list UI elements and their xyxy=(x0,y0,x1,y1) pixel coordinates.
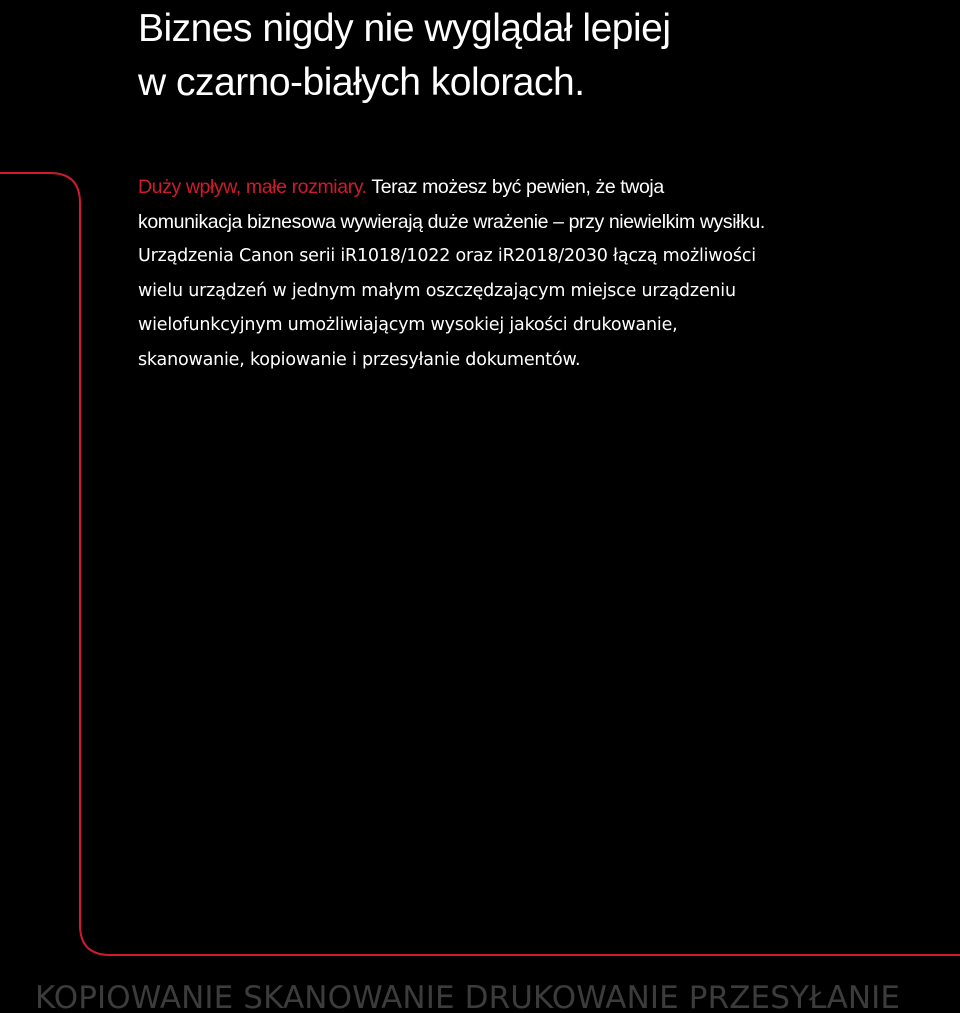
intro-line-1 xyxy=(138,170,938,205)
page-title-line-1: Biznes nigdy nie wyglądał lepiej xyxy=(138,7,671,50)
intro-highlight: Duży wpływ, małe rozmiary. xyxy=(138,176,367,198)
body-line-3: wielofunkcyjnym umożliwiającym wysokiej jakości drukowanie, xyxy=(138,315,678,336)
page-title-line-2: w czarno-białych kolorach. xyxy=(138,61,585,104)
intro-line-2: komunikacja biznesowa wywierają duże wrażenie – przy niewielkim wysiłku. xyxy=(138,210,765,233)
body-line-1: Urządzenia Canon serii iR1018/1022 oraz iR2018/2030 łączą możliwości xyxy=(138,246,756,267)
body-copy xyxy=(138,170,938,378)
footer-features: KOPIOWANIE SKANOWANIE DRUKOWANIE PRZESYŁANIE xyxy=(35,980,901,1013)
page-title xyxy=(138,2,671,110)
body-line-2: wielu urządzeń w jednym małym oszczędzającym miejsce urządzeniu xyxy=(138,280,736,301)
body-line-4: skanowanie, kopiowanie i przesyłanie dokumentów. xyxy=(138,349,581,370)
intro-rest: Teraz możesz być pewien, że twoja xyxy=(366,176,664,198)
